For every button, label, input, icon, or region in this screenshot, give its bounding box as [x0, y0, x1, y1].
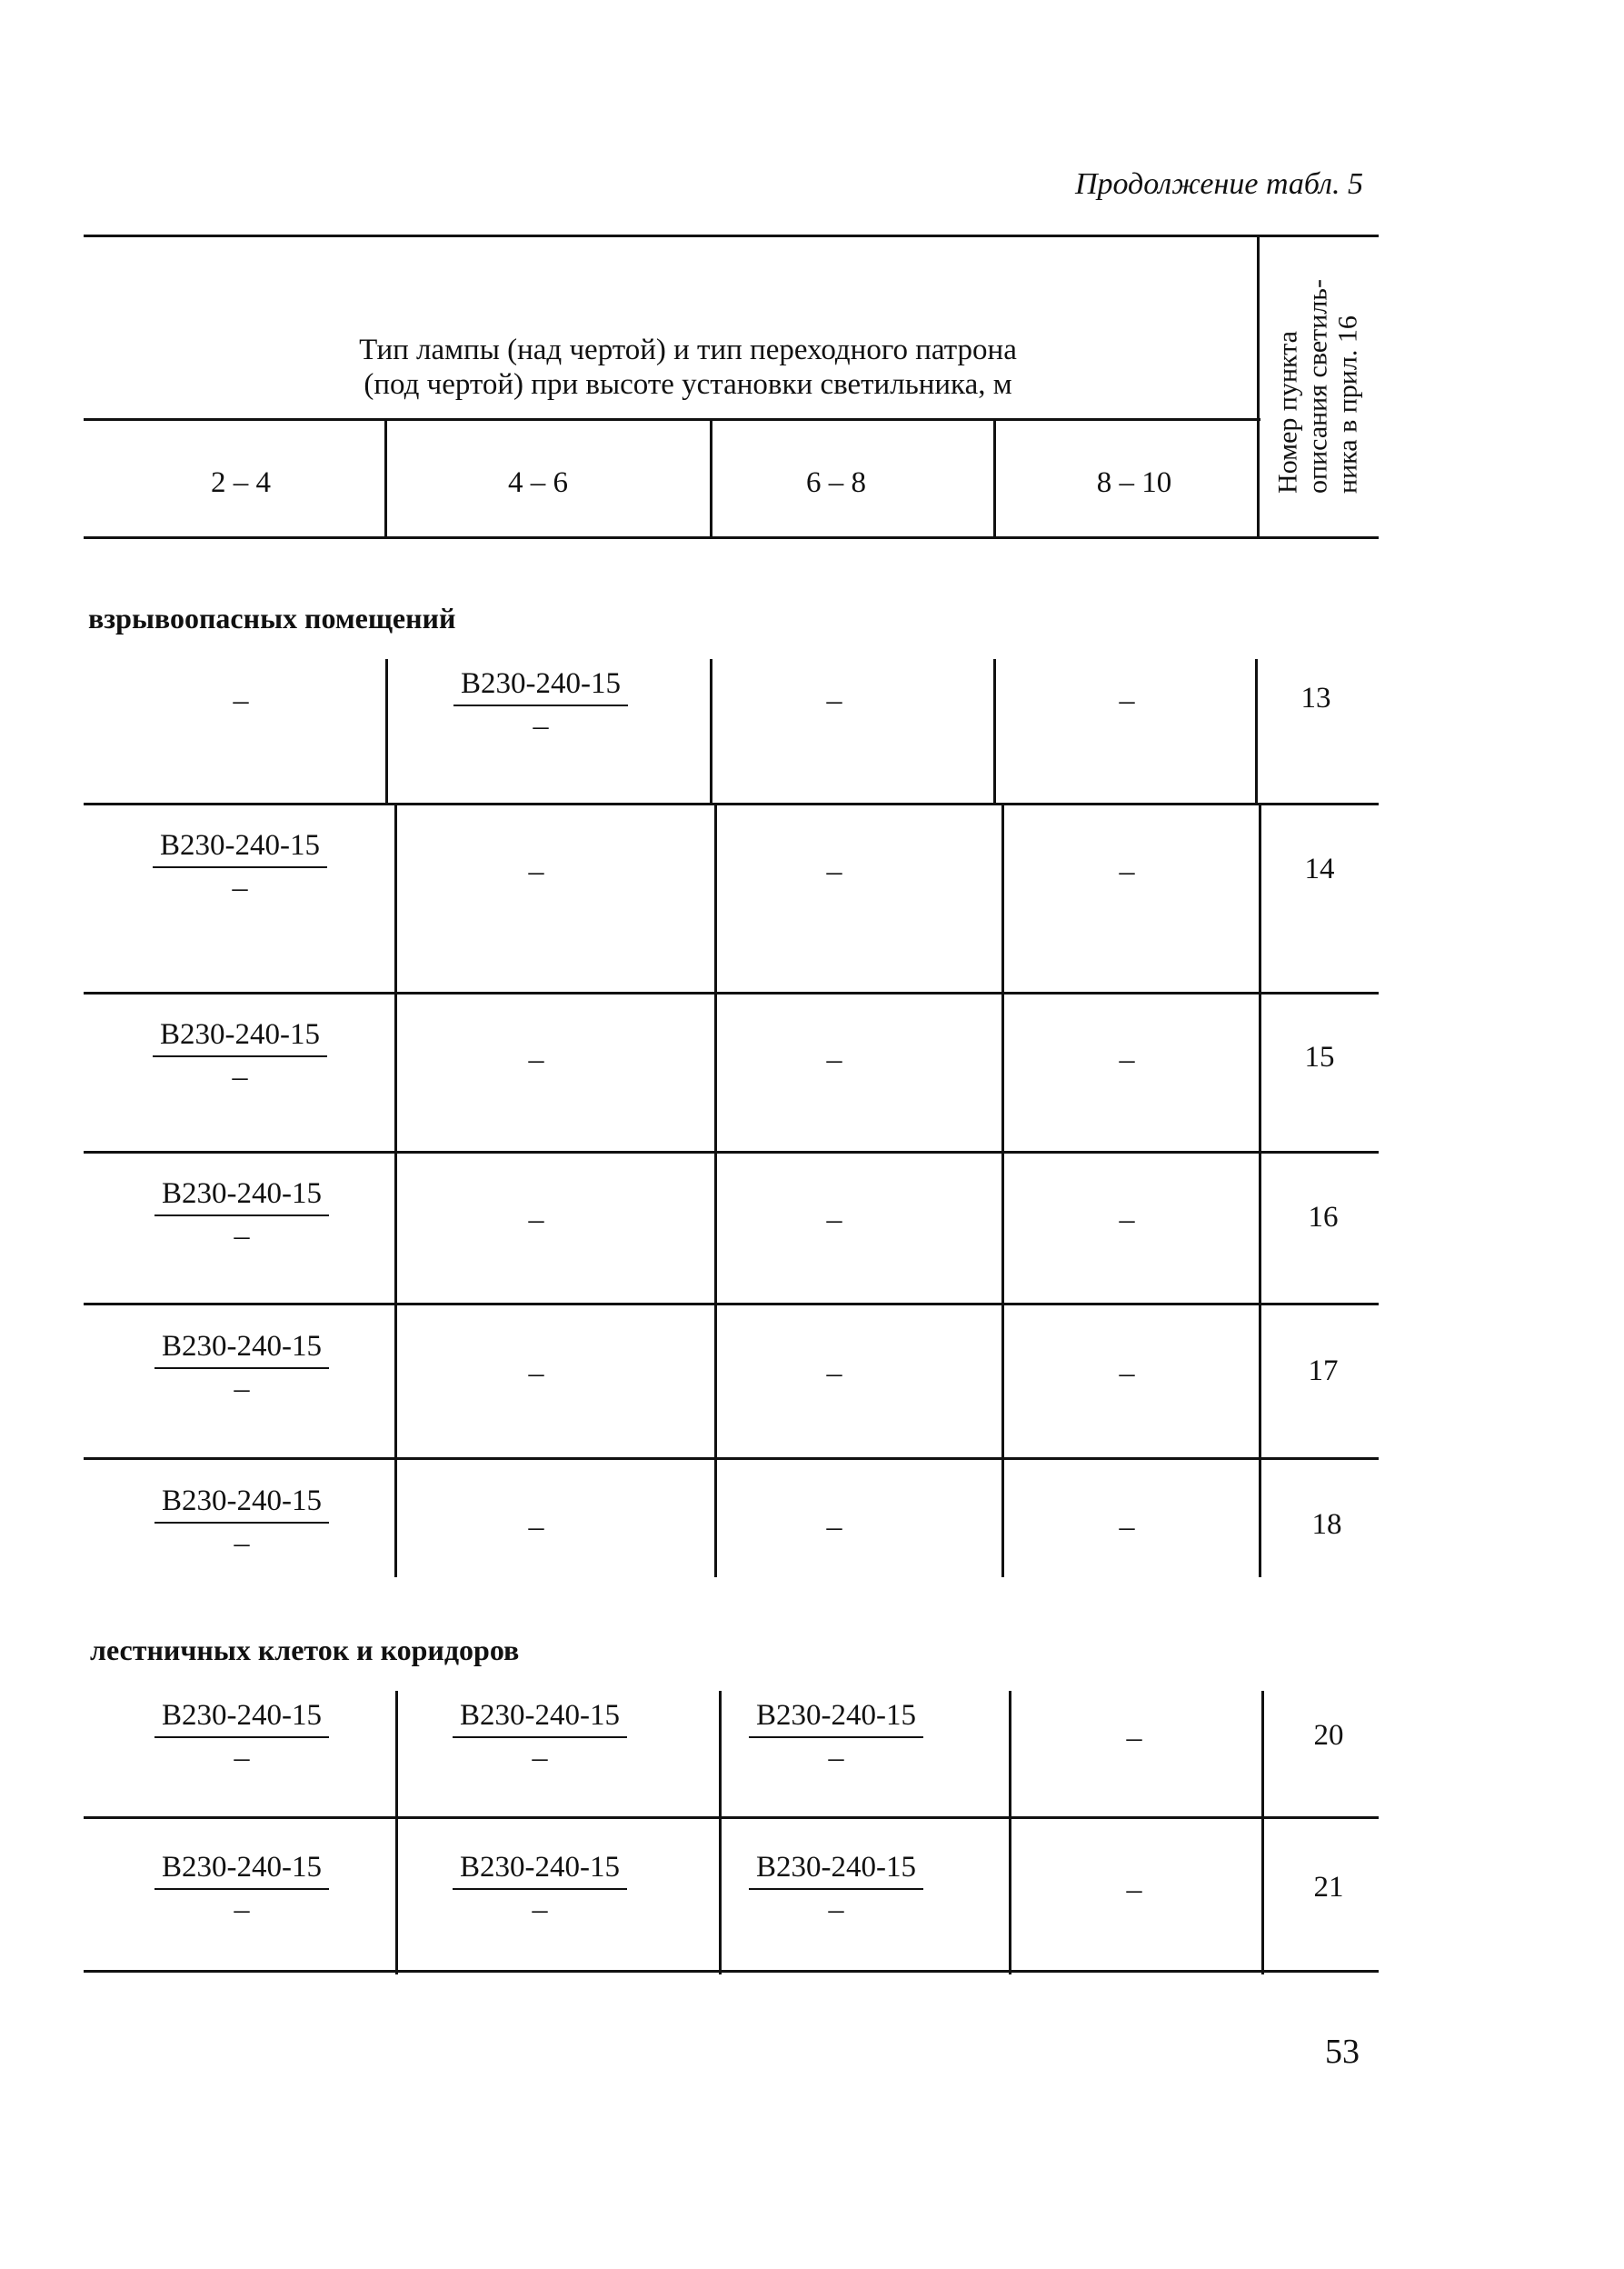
socket-type: – [828, 1893, 844, 1926]
socket-cell: – [1119, 1356, 1135, 1390]
socket-cell: – [826, 1510, 842, 1544]
height-col-2-4: 2 – 4 [211, 466, 271, 499]
socket-cell: – [528, 1203, 544, 1236]
item-number: 18 [1311, 1508, 1342, 1541]
header-title-line2: (под чертой) при высоте установки светильника, м [364, 368, 1012, 401]
section-title: лестничных клеток и коридоров [90, 1634, 520, 1666]
socket-cell: – [528, 1510, 544, 1544]
socket-type: – [828, 1741, 844, 1774]
socket-cell: – [826, 1043, 842, 1076]
socket-type: – [234, 1741, 250, 1774]
page-number: 53 [1325, 2033, 1360, 2071]
item-number: 16 [1308, 1201, 1339, 1234]
socket-cell: – [1119, 1203, 1135, 1236]
lamp-type: В230-240-15 [154, 1850, 329, 1890]
lamp-socket-cell [105, 1850, 378, 1930]
lamp-type: В230-240-15 [154, 1698, 329, 1738]
socket-type: – [234, 1526, 250, 1560]
lamp-socket-cell [105, 1329, 378, 1409]
socket-cell: – [528, 1043, 544, 1076]
lamp-type: В230-240-15 [749, 1698, 923, 1738]
lamp-socket-cell [404, 1698, 676, 1778]
side-header-line1: Номер пункта [1272, 330, 1303, 494]
socket-cell: – [528, 855, 544, 888]
lamp-type: В230-240-15 [453, 1850, 627, 1890]
lamp-type: В230-240-15 [154, 1329, 329, 1369]
lamp-type: В230-240-15 [749, 1850, 923, 1890]
socket-type: – [532, 1893, 548, 1926]
socket-cell: – [1119, 1043, 1135, 1076]
socket-type: – [234, 1219, 250, 1253]
socket-type: – [234, 1893, 250, 1926]
lamp-type: В230-240-15 [153, 828, 327, 868]
item-number: 14 [1304, 853, 1335, 885]
socket-cell: – [233, 684, 249, 717]
socket-type: – [532, 1741, 548, 1774]
socket-type: – [234, 1372, 250, 1405]
lamp-socket-cell [105, 1698, 378, 1778]
socket-cell: – [826, 684, 842, 717]
socket-type: – [232, 871, 248, 905]
item-number: 17 [1308, 1354, 1339, 1387]
lamp-type: В230-240-15 [153, 1017, 327, 1057]
section-title: взрывоопасных помещений [88, 602, 456, 635]
item-number: 21 [1313, 1871, 1344, 1904]
socket-cell: – [528, 1356, 544, 1390]
height-col-6-8: 6 – 8 [806, 466, 866, 499]
side-header-line3: ника в прил. 16 [1332, 315, 1363, 494]
lamp-socket-cell [104, 1017, 376, 1097]
item-number: 15 [1304, 1041, 1335, 1074]
lamp-socket-cell [104, 828, 376, 908]
socket-cell: – [826, 1203, 842, 1236]
socket-cell: – [1126, 1721, 1142, 1754]
socket-cell: – [1126, 1873, 1142, 1906]
lamp-socket-cell [404, 666, 677, 746]
socket-cell: – [1119, 855, 1135, 888]
socket-cell: – [1119, 684, 1135, 717]
lamp-socket-cell [700, 1850, 972, 1930]
lamp-socket-cell [404, 1850, 676, 1930]
height-col-4-6: 4 – 6 [508, 466, 568, 499]
socket-cell: – [826, 1356, 842, 1390]
lamp-type: В230-240-15 [154, 1484, 329, 1524]
header-title-line1: Тип лампы (над чертой) и тип переходного патрона [359, 334, 1017, 366]
lamp-socket-cell [700, 1698, 972, 1778]
height-col-8-10: 8 – 10 [1096, 466, 1172, 499]
socket-cell: – [826, 855, 842, 888]
table-caption: Продолжение табл. 5 [1074, 167, 1363, 201]
socket-type: – [533, 709, 549, 743]
lamp-socket-cell [105, 1176, 378, 1256]
lamp-type: В230-240-15 [154, 1176, 329, 1216]
item-number: 20 [1313, 1719, 1344, 1752]
socket-type: – [232, 1060, 248, 1094]
side-header-line2: описания светиль- [1302, 279, 1333, 494]
lamp-socket-cell [105, 1484, 378, 1564]
item-number: 13 [1300, 682, 1331, 715]
lamp-type: В230-240-15 [453, 666, 628, 706]
lamp-type: В230-240-15 [453, 1698, 627, 1738]
socket-cell: – [1119, 1510, 1135, 1544]
